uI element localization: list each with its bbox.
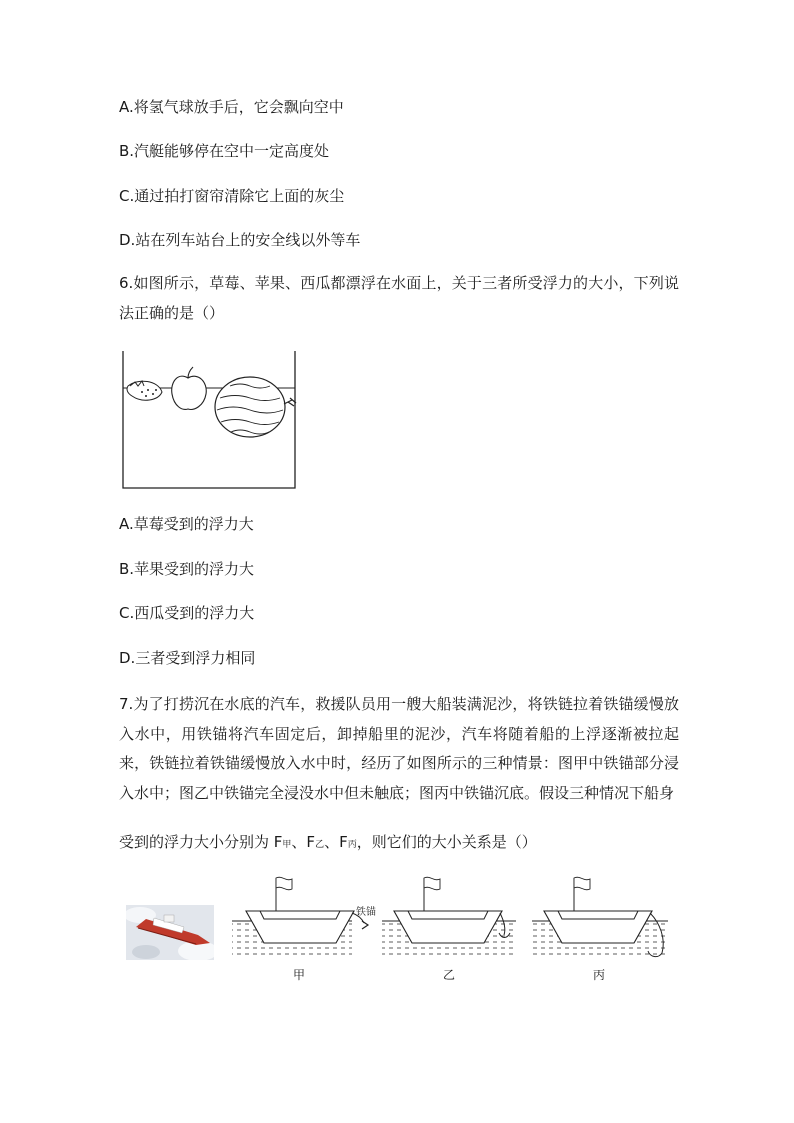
q7-separator-2: 、F [324, 833, 348, 851]
q7-stem-line2-post: ，则它们的大小关系是（） [356, 833, 537, 851]
q6-option-a: A.草莓受到的浮力大 [119, 515, 254, 533]
caption-jia: 甲 [293, 968, 306, 982]
q6-option-d: D.三者受到浮力相同 [119, 649, 256, 667]
ship-bing [532, 877, 668, 959]
q5-option-b: B.汽艇能够停在空中一定高度处 [119, 142, 330, 160]
q7-separator-1: 、F [291, 833, 316, 851]
strawberry-icon [127, 381, 162, 400]
icebreaker-ship-photo [126, 905, 214, 960]
subscript-jia: 甲 [282, 840, 292, 850]
caption-bing: 丙 [593, 968, 606, 982]
ship-yi [382, 877, 516, 959]
q5-option-c: C.通过拍打窗帘清除它上面的灰尘 [119, 187, 345, 205]
q6-option-c: C.西瓜受到的浮力大 [119, 604, 255, 622]
q5-option-a: A.将氢气球放手后，它会飘向空中 [119, 98, 344, 116]
q6-option-b: B.苹果受到的浮力大 [119, 560, 255, 578]
anchor-label: 铁锚 [356, 907, 376, 918]
apple-icon [172, 367, 207, 409]
q6-stem: 6.如图所示，草莓、苹果、西瓜都漂浮在水面上，关于三者所受浮力的大小，下列说法正确的是（） [119, 274, 679, 322]
q5-option-d: D.站在列车站台上的安全线以外等车 [119, 231, 361, 249]
ship-anchor-diagram [228, 873, 673, 963]
q7-stem-line2 [119, 832, 537, 855]
subscript-bing: 丙 [347, 840, 357, 850]
subscript-yi: 乙 [315, 840, 325, 850]
q7-stem-line2-pre: 受到的浮力大小分别为 F [119, 833, 283, 851]
fruit-floating-figure [118, 348, 303, 493]
caption-yi: 乙 [443, 968, 456, 982]
watermelon-icon [215, 377, 296, 437]
ship-jia [232, 877, 368, 959]
q7-stem: 7.为了打捞沉在水底的汽车，救援队员用一艘大船装满泥沙，将铁链拉着铁锚缓慢放入水中，用铁锚将汽车固定后，卸掉船里的泥沙，汽车将随着船的上浮逐渐被拉起来，铁链拉着铁锚缓慢放入水中时，经历了如图所示的三种情景：图甲中铁锚部分浸入水中；图乙中铁锚完全浸没水中但未触底；图丙中铁锚沉底。假设三种情况下船身 [119, 695, 679, 802]
